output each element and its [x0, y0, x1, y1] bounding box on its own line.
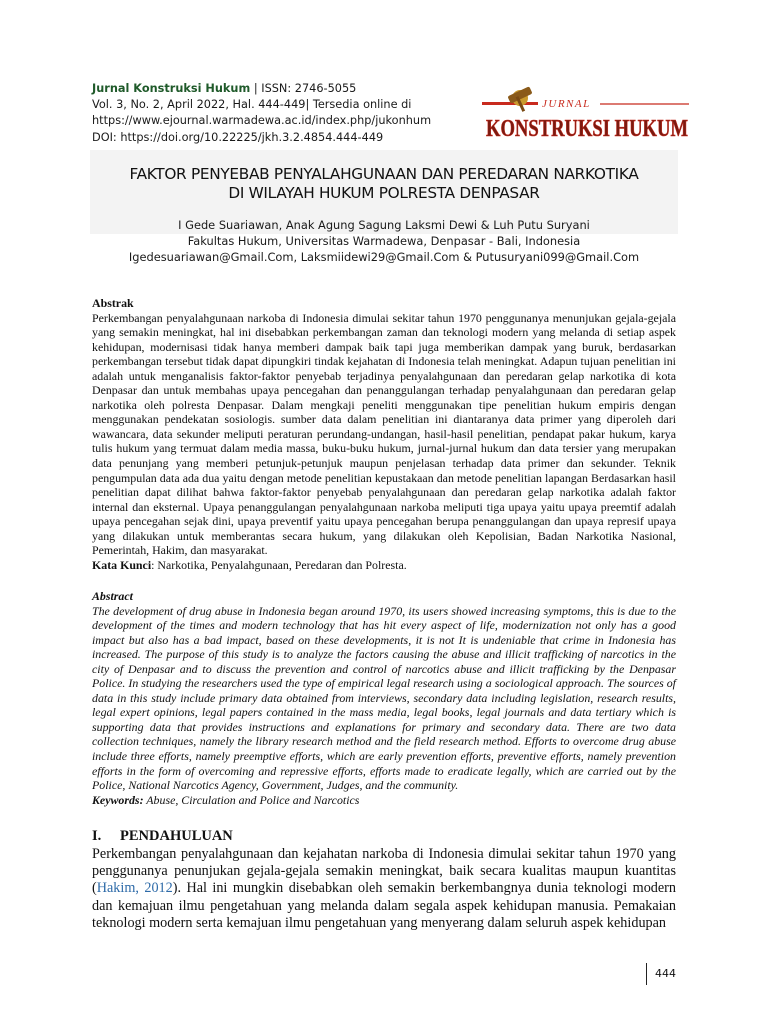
section-number: I. [92, 828, 102, 844]
keywords-label: Keywords: [92, 792, 144, 807]
gavel-icon [507, 86, 532, 112]
page-number: 444 [646, 963, 676, 985]
kata-kunci-label: Kata Kunci [92, 557, 152, 572]
abstract-text: The development of drug abuse in Indonesia began around 1970, its users showed increasing symptoms, this is due to the development of the times and modern technology that has hit every aspect of life, modernization not only has a good impact but also has a bad impact, based on these developments, it is not It is undeniable that crime in Indonesia has increased. The purpose of this study is to analyze the factors causing the abuse and illicit trafficking of narcotics in the city of Denpasar and to discuss the prevention and control of narcotics abuse and illicit trafficking by the Denpasar Police. In studying the researchers used the type of empirical legal research using a sociological approach. The sources of data in this study include primary data obtained from interviews, secondary data including legislation, research results, legal expert opinions, legal papers contained in the mass media, legal books, legal journals and data tertiary which is supporting data that provides instructions and explanations for primary and secondary data. There are two data collection techniques, namely the library research method and the field research method. Efforts to overcome drug abuse include three efforts, namely preemptive efforts, which are early prevention efforts, preventive efforts, namely prevention efforts in the form of overcoming and repressive efforts, efforts made to eradicate legally, which are carried out by the Police, National Narcotics Agency, Government, Judges, and the community. [92, 603, 676, 793]
journal-name: Jurnal Konstruksi Hukum [92, 82, 251, 95]
intro-paragraph [92, 846, 676, 932]
paper-title [92, 165, 676, 203]
journal-url[interactable]: https://www.ejournal.warmadewa.ac.id/index.php/jukonhum [92, 114, 432, 128]
doi-line[interactable]: DOI: https://doi.org/10.22225/jkh.3.2.4854.444-449 [92, 130, 384, 144]
keywords-values: Abuse, Circulation and Police and Narcotics [143, 792, 360, 807]
logo-main-text: KONSTRUKSI HUKUM [486, 116, 688, 142]
abstrak-keywords [92, 558, 676, 573]
abstract-keywords [92, 793, 676, 808]
logo-top-bar [482, 102, 538, 105]
title-line-1: FAKTOR PENYEBAB PENYALAHGUNAAN DAN PEREDARAN NARKOTIKA [129, 165, 639, 183]
intro-text-after: ). Hal ini mungkin disebabkan oleh semakin berkembangnya dunia teknologi modern dan kemajuan ilmu pengetahuan yang melanda dalam segala aspek kehidupan manusia. Pemakaian teknologi modern serta kemajuan ilmu pengetahuan yang menyerang dalam seluruh aspek kehidupan [92, 880, 677, 931]
abstrak-section [92, 296, 676, 572]
title-line-2: DI WILAYAH HUKUM POLRESTA DENPASAR [228, 184, 540, 202]
section-title: PENDAHULUAN [120, 828, 233, 844]
abstract-heading: Abstract [92, 589, 133, 603]
journal-name-line [92, 81, 482, 97]
issn: | ISSN: 2746-5055 [250, 82, 357, 95]
journal-header [92, 81, 482, 146]
author-affiliation: Fakultas Hukum, Universitas Warmadewa, Denpasar - Bali, Indonesia [187, 234, 581, 248]
author-emails[interactable]: Igedesuariawan@Gmail.Com, Laksmiidewi29@Gmail.Com & Putusuryani099@Gmail.Com [128, 250, 640, 264]
journal-logo [482, 88, 692, 144]
intro-text-before: Perkembangan penyalahgunaan dan kejahatan narkoba di Indonesia dimulai sekitar tahun 1970 yang penggunanya penunjukan gejala-gejala semakin meningkat, baik secara kualitas maupun kuantitas ( [92, 846, 676, 897]
kata-kunci-values: : Narkotika, Penyalahgunaan, Peredaran dan Polresta. [151, 557, 407, 572]
section-heading [92, 828, 233, 845]
logo-top-text: JURNAL [542, 98, 591, 110]
citation-link[interactable]: Hakim, 2012 [96, 880, 173, 897]
abstrak-heading: Abstrak [92, 296, 134, 310]
abstrak-text: Perkembangan penyalahgunaan narkoba di Indonesia dimulai sekitar tahun 1970 penggunanya menunjukan gejala-gejala yang semakin meningkat, hal ini disebabkan perkembangan zaman dan teknologi modern yang melanda di setiap aspek kehidupan, modernisasi tidak hanya memberi dampak baik tapi juga memberikan dampak yang buruk, berdasarkan perkembangan tersebut tidak dapat dipungkiri tindak kejahatan di Indonesia telah meningkat. Adapun tujuan penelitian ini adalah untuk menganalisis faktor-faktor penyebab terjadinya penyalahgunaan dan peredaran gelap narkotika di kota Denpasar dan untuk membahas upaya pencegahan dan penanggulangan terhadap penyalahgunaan dan peredaran gelap narkotika oleh polresta Denpasar. Dalam mengkaji peneliti menggunakan tipe penelitian hukum empiris dengan menggunakan pendekatan sosiologis. sumber data dalam penelitian ini diantaranya data primer yang diperoleh dari wawancara, data sekunder meliputi peraturan perundang-undangan, hasil-hasil penelitian, pendapat pakar hukum, karya tulis hukum yang termuat dalam media massa, buku-buku hukum, jurnal-jurnal hukum dan data tersier yang merupakan data penunjang yang memberi petunjuk-petunjuk maupun penjelasan terhadap data primer dan sekunder. Teknik pengumpulan data ada dua yaitu dengan metode penelitian kepustakaan dan metode penelitian lapangan Berdasarkan hasil penelitian dapat dilihat bahwa faktor-faktor penyebab penyalahgunaan dan peredaran gelap narkotika adalah faktor internal dan eksternal. Upaya penanggulangan penyalahgunaan narkoba meliputi tiga upaya yaitu upaya preemtif adalah upaya pencegahan sejak dini, upaya preventif yaitu upaya pencegahan berupa penanggulangan dan upaya represif upaya yang dilakukan untuk memberantas secara hukum, yang dilakukan oleh Kepolisian, Badan Narkotika Nasional, Pemerintah, Hakim, dan masyarakat. [92, 310, 676, 558]
author-block [92, 217, 676, 265]
abstract-section [92, 589, 676, 807]
volume-line: Vol. 3, No. 2, April 2022, Hal. 444-449| Tersedia online di [92, 98, 412, 112]
author-names: I Gede Suariawan, Anak Agung Sagung Laksmi Dewi & Luh Putu Suryani [178, 218, 590, 232]
